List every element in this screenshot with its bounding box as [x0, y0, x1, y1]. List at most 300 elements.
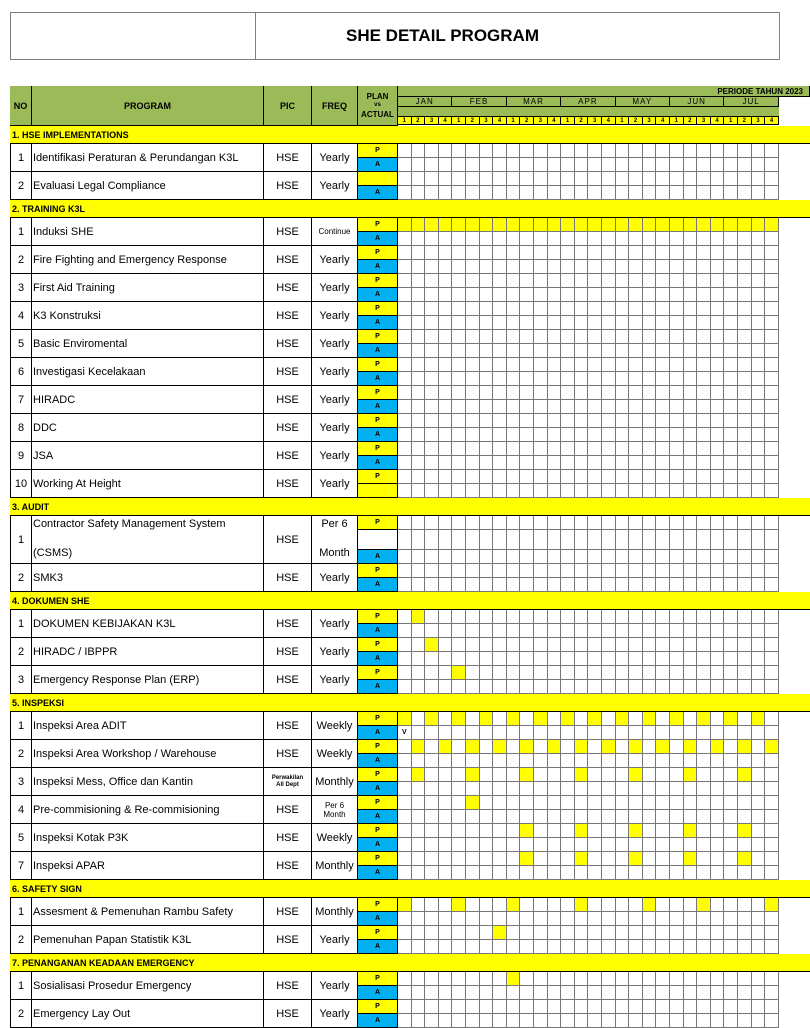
actual-week-cell — [752, 940, 766, 954]
header-month-feb: FEB — [452, 97, 506, 107]
plan-week-cell — [561, 824, 575, 838]
actual-week-cell — [398, 1014, 412, 1028]
pic-cell: HSE — [264, 898, 312, 926]
actual-week-cell — [738, 578, 752, 592]
actual-week-cell — [711, 754, 725, 768]
plan-week-cell — [425, 1000, 439, 1014]
plan-week-cell — [711, 358, 725, 372]
actual-week-cell — [616, 344, 630, 358]
program-name-line: Contractor Safety Management System — [33, 518, 226, 530]
actual-week-cell — [480, 372, 494, 386]
plan-week-cell — [684, 638, 698, 652]
plan-week-cell — [439, 386, 453, 400]
plan-week-cell — [697, 712, 711, 726]
plan-week-cell — [724, 386, 738, 400]
plan-week-cell — [398, 442, 412, 456]
actual-week-cell — [575, 866, 589, 880]
actual-week-cell — [425, 484, 439, 498]
plan-week-cell — [588, 386, 602, 400]
actual-week-cell — [507, 232, 521, 246]
pic-cell: HSE — [264, 564, 312, 592]
plan-cell: P — [358, 144, 398, 158]
plan-week-cell — [765, 274, 779, 288]
actual-week-cell — [616, 726, 630, 740]
plan-week-cell — [616, 740, 630, 754]
row-number: 1 — [10, 610, 32, 638]
plan-week-cell — [534, 666, 548, 680]
actual-week-cell — [507, 456, 521, 470]
actual-week-cell — [616, 680, 630, 694]
actual-week-cell — [548, 810, 562, 824]
actual-week-cell — [507, 316, 521, 330]
actual-week-cell — [466, 680, 480, 694]
plan-week-cell — [588, 414, 602, 428]
actual-week-cell — [765, 260, 779, 274]
plan-week-cell — [398, 768, 412, 782]
actual-cell: A — [358, 810, 398, 824]
plan-week-cell — [493, 246, 507, 260]
actual-week-cell — [670, 456, 684, 470]
plan-week-cell — [480, 386, 494, 400]
plan-week-cell — [575, 740, 589, 754]
plan-week-cell — [752, 712, 766, 726]
actual-week-cell — [452, 652, 466, 666]
actual-week-cell — [738, 1014, 752, 1028]
plan-week-cell — [738, 712, 752, 726]
plan-week-cell — [480, 638, 494, 652]
plan-week-cell — [439, 666, 453, 680]
plan-week-cell — [643, 330, 657, 344]
actual-week-cell — [575, 456, 589, 470]
program-name: Inspeksi Kotak P3K — [32, 824, 264, 852]
freq-line: Per 6 — [324, 800, 345, 810]
plan-week-cell — [398, 358, 412, 372]
plan-week-cell — [588, 972, 602, 986]
pic-cell: HSE — [264, 972, 312, 1000]
plan-week-cell — [588, 666, 602, 680]
plan-week-cell — [588, 442, 602, 456]
plan-week-cell — [548, 516, 562, 530]
freq-cell: Yearly — [312, 274, 358, 302]
plan-week-cell — [697, 1000, 711, 1014]
actual-week-cell — [629, 578, 643, 592]
actual-week-cell — [534, 456, 548, 470]
plan-week-cell — [548, 824, 562, 838]
actual-week-cell — [656, 316, 670, 330]
header-week: 1 — [670, 117, 684, 125]
actual-week-cell — [520, 1014, 534, 1028]
plan-week-cell — [629, 852, 643, 866]
pic-cell: HSE — [264, 172, 312, 200]
header-week: 3 — [425, 117, 439, 125]
header-no: NO — [10, 86, 32, 126]
actual-week-cell — [684, 260, 698, 274]
plan-week-cell — [561, 926, 575, 940]
plan-week-cell — [561, 386, 575, 400]
plan-week-cell — [480, 610, 494, 624]
header-week: 2 — [412, 117, 426, 125]
actual-week-cell — [439, 428, 453, 442]
actual-week-cell — [466, 316, 480, 330]
actual-week-cell — [765, 810, 779, 824]
pic-cell: HSE — [264, 386, 312, 414]
actual-week-cell — [425, 456, 439, 470]
actual-week-cell — [724, 912, 738, 926]
header-week: 4 — [765, 117, 779, 125]
actual-cell: A — [358, 186, 398, 200]
plan-week-cell — [616, 796, 630, 810]
actual-week-cell — [561, 726, 575, 740]
actual-week-cell — [425, 158, 439, 172]
actual-week-cell — [439, 578, 453, 592]
actual-week-cell — [548, 838, 562, 852]
plan-week-cell — [452, 442, 466, 456]
plan-week-cell — [588, 274, 602, 288]
actual-week-cell — [616, 456, 630, 470]
actual-week-cell — [629, 754, 643, 768]
plan-week-cell — [534, 246, 548, 260]
plan-week-cell — [575, 638, 589, 652]
actual-week-cell — [398, 428, 412, 442]
plan-week-cell — [629, 972, 643, 986]
plan-week-cell — [452, 898, 466, 912]
actual-week-cell — [616, 652, 630, 666]
actual-week-cell — [643, 810, 657, 824]
actual-week-cell — [561, 624, 575, 638]
actual-week-cell — [602, 838, 616, 852]
actual-week-cell — [602, 680, 616, 694]
pic-cell: HSE — [264, 712, 312, 740]
plan-week-cell — [724, 768, 738, 782]
actual-week-cell — [765, 838, 779, 852]
section-header: 7. PENANGANAN KEADAAN EMERGENCY — [10, 954, 810, 972]
plan-week-cell — [602, 712, 616, 726]
actual-week-cell — [643, 680, 657, 694]
plan-week-cell — [425, 852, 439, 866]
program-name: Evaluasi Legal Compliance — [32, 172, 264, 200]
actual-week-cell — [752, 484, 766, 498]
actual-week-cell — [602, 1014, 616, 1028]
plan-week-cell — [697, 414, 711, 428]
actual-week-cell — [493, 940, 507, 954]
plan-cell: P — [358, 246, 398, 260]
plan-week-cell — [480, 246, 494, 260]
actual-week-cell — [711, 260, 725, 274]
plan-week-cell — [765, 610, 779, 624]
actual-week-cell — [575, 232, 589, 246]
plan-week-cell — [602, 796, 616, 810]
plan-week-cell — [656, 1000, 670, 1014]
plan-week-cell — [588, 1000, 602, 1014]
plan-week-cell — [507, 796, 521, 810]
plan-week-cell — [575, 1000, 589, 1014]
plan-week-cell — [452, 302, 466, 316]
plan-week-cell — [412, 1000, 426, 1014]
actual-week-cell — [724, 456, 738, 470]
plan-week-cell — [738, 972, 752, 986]
plan-week-cell — [711, 442, 725, 456]
plan-week-cell — [412, 926, 426, 940]
actual-week-cell — [616, 428, 630, 442]
actual-week-cell — [561, 456, 575, 470]
plan-week-cell — [575, 898, 589, 912]
header-week-spacer — [452, 107, 506, 117]
actual-week-cell — [656, 782, 670, 796]
actual-week-cell — [493, 484, 507, 498]
actual-week-cell — [398, 810, 412, 824]
plan-week-cell — [548, 926, 562, 940]
actual-week-cell — [480, 810, 494, 824]
actual-week-cell — [752, 680, 766, 694]
plan-week-cell — [643, 898, 657, 912]
actual-week-cell — [697, 372, 711, 386]
actual-week-cell — [602, 372, 616, 386]
plan-week-cell — [724, 144, 738, 158]
actual-week-cell — [575, 158, 589, 172]
plan-week-cell — [697, 666, 711, 680]
actual-week-cell — [452, 344, 466, 358]
plan-week-cell — [738, 144, 752, 158]
gap-week-cell — [602, 530, 616, 550]
actual-week-cell — [466, 550, 480, 564]
actual-week-cell — [480, 1014, 494, 1028]
plan-week-cell — [656, 666, 670, 680]
actual-week-cell — [629, 1014, 643, 1028]
actual-week-cell — [548, 782, 562, 796]
plan-week-cell — [738, 1000, 752, 1014]
actual-week-cell — [493, 344, 507, 358]
actual-week-cell — [697, 754, 711, 768]
actual-week-cell — [629, 726, 643, 740]
plan-week-cell — [425, 144, 439, 158]
actual-week-cell — [480, 726, 494, 740]
actual-week-cell — [670, 986, 684, 1000]
header-week-spacer — [670, 107, 724, 117]
plan-week-cell — [439, 144, 453, 158]
plan-week-cell — [765, 246, 779, 260]
plan-vs-actual-line: ACTUAL — [361, 110, 394, 119]
actual-week-cell — [466, 912, 480, 926]
plan-week-cell — [480, 470, 494, 484]
plan-week-cell — [752, 972, 766, 986]
actual-week-cell — [643, 550, 657, 564]
plan-week-cell — [493, 330, 507, 344]
actual-week-cell — [466, 940, 480, 954]
plan-week-cell — [724, 564, 738, 578]
plan-week-cell — [602, 824, 616, 838]
actual-week-cell — [616, 316, 630, 330]
actual-week-cell — [656, 680, 670, 694]
plan-week-cell — [684, 386, 698, 400]
freq-cell: Yearly — [312, 638, 358, 666]
plan-week-cell — [575, 386, 589, 400]
actual-week-cell — [534, 288, 548, 302]
actual-week-cell — [452, 810, 466, 824]
plan-week-cell — [493, 564, 507, 578]
plan-week-cell — [575, 330, 589, 344]
freq-line: Per 6 — [321, 518, 348, 530]
actual-week-cell — [765, 372, 779, 386]
actual-week-cell — [452, 428, 466, 442]
plan-week-cell — [670, 712, 684, 726]
plan-week-cell — [425, 358, 439, 372]
plan-week-cell — [711, 386, 725, 400]
actual-week-cell — [670, 782, 684, 796]
plan-week-cell — [629, 414, 643, 428]
plan-week-cell — [738, 442, 752, 456]
actual-week-cell — [480, 260, 494, 274]
plan-week-cell — [398, 740, 412, 754]
plan-week-cell — [425, 330, 439, 344]
plan-week-cell — [765, 386, 779, 400]
pic-cell: HSE — [264, 144, 312, 172]
plan-week-cell — [643, 852, 657, 866]
actual-week-cell — [629, 186, 643, 200]
actual-week-cell — [697, 680, 711, 694]
section-header: 6. SAFETY SIGN — [10, 880, 810, 898]
plan-week-cell — [670, 386, 684, 400]
actual-week-cell — [656, 288, 670, 302]
plan-week-cell — [575, 972, 589, 986]
actual-week-cell — [452, 372, 466, 386]
actual-week-cell — [425, 782, 439, 796]
plan-week-cell — [765, 330, 779, 344]
plan-week-cell — [765, 768, 779, 782]
plan-week-cell — [534, 852, 548, 866]
plan-week-cell — [752, 414, 766, 428]
freq-cell: Yearly — [312, 358, 358, 386]
plan-week-cell — [738, 666, 752, 680]
plan-week-cell — [629, 516, 643, 530]
plan-week-cell — [588, 330, 602, 344]
plan-week-cell — [656, 712, 670, 726]
pic-cell: HSE — [264, 824, 312, 852]
actual-week-cell — [697, 1014, 711, 1028]
plan-cell: P — [358, 898, 398, 912]
actual-week-cell — [670, 186, 684, 200]
actual-week-cell — [439, 484, 453, 498]
actual-week-cell — [765, 232, 779, 246]
plan-week-cell — [752, 442, 766, 456]
plan-week-cell — [724, 610, 738, 624]
actual-week-cell — [670, 624, 684, 638]
actual-week-cell — [711, 1014, 725, 1028]
header-week: 4 — [493, 117, 507, 125]
plan-week-cell — [602, 386, 616, 400]
header-week: 2 — [520, 117, 534, 125]
actual-week-cell — [507, 484, 521, 498]
plan-week-cell — [398, 712, 412, 726]
plan-week-cell — [575, 218, 589, 232]
plan-week-cell — [534, 470, 548, 484]
header-pic: PIC — [264, 86, 312, 126]
freq-cell: Yearly — [312, 246, 358, 274]
actual-week-cell — [425, 624, 439, 638]
plan-week-cell — [656, 172, 670, 186]
actual-week-cell — [398, 782, 412, 796]
actual-week-cell — [520, 986, 534, 1000]
actual-week-cell — [575, 372, 589, 386]
actual-week-cell — [493, 428, 507, 442]
plan-week-cell — [629, 246, 643, 260]
plan-week-cell — [575, 768, 589, 782]
actual-week-cell — [752, 316, 766, 330]
actual-week-cell — [561, 986, 575, 1000]
freq-cell: Yearly — [312, 564, 358, 592]
program-name: Basic Enviromental — [32, 330, 264, 358]
actual-week-cell — [561, 1014, 575, 1028]
actual-week-cell — [412, 232, 426, 246]
gap-week-cell — [697, 530, 711, 550]
actual-week-cell — [412, 400, 426, 414]
plan-week-cell — [507, 638, 521, 652]
actual-week-cell — [548, 186, 562, 200]
program-name: Fire Fighting and Emergency Response — [32, 246, 264, 274]
actual-week-cell — [643, 652, 657, 666]
plan-week-cell — [752, 666, 766, 680]
actual-week-cell — [643, 186, 657, 200]
actual-week-cell — [507, 372, 521, 386]
actual-week-cell — [480, 782, 494, 796]
plan-week-cell — [765, 740, 779, 754]
actual-cell: A — [358, 866, 398, 880]
plan-week-cell — [711, 1000, 725, 1014]
plan-cell: P — [358, 638, 398, 652]
actual-week-cell — [588, 550, 602, 564]
plan-week-cell — [616, 972, 630, 986]
actual-week-cell — [697, 810, 711, 824]
gap-week-cell — [439, 530, 453, 550]
actual-cell: A — [358, 652, 398, 666]
actual-week-cell — [452, 400, 466, 414]
actual-week-cell — [616, 810, 630, 824]
actual-week-cell — [738, 986, 752, 1000]
actual-week-cell — [507, 1014, 521, 1028]
actual-week-cell — [588, 866, 602, 880]
plan-week-cell — [738, 414, 752, 428]
actual-cell: A — [358, 912, 398, 926]
plan-week-cell — [507, 852, 521, 866]
actual-week-cell — [724, 158, 738, 172]
plan-week-cell — [738, 274, 752, 288]
program-name: Inspeksi Mess, Office dan Kantin — [32, 768, 264, 796]
actual-week-cell — [548, 232, 562, 246]
plan-cell: P — [358, 926, 398, 940]
actual-week-cell — [548, 866, 562, 880]
actual-week-cell — [697, 726, 711, 740]
actual-week-cell — [561, 400, 575, 414]
actual-week-cell — [752, 912, 766, 926]
plan-week-cell — [548, 144, 562, 158]
actual-week-cell — [412, 316, 426, 330]
plan-week-cell — [765, 1000, 779, 1014]
program-name: Pemenuhan Papan Statistik K3L — [32, 926, 264, 954]
actual-week-cell — [643, 986, 657, 1000]
actual-week-cell — [452, 484, 466, 498]
actual-week-cell — [711, 680, 725, 694]
actual-week-cell — [439, 288, 453, 302]
actual-week-cell — [670, 428, 684, 442]
plan-week-cell — [452, 638, 466, 652]
plan-week-cell — [520, 712, 534, 726]
actual-week-cell — [752, 866, 766, 880]
plan-week-cell — [765, 666, 779, 680]
actual-week-cell — [520, 782, 534, 796]
actual-week-cell — [575, 782, 589, 796]
actual-week-cell — [493, 316, 507, 330]
plan-week-cell — [738, 926, 752, 940]
actual-week-cell — [425, 810, 439, 824]
